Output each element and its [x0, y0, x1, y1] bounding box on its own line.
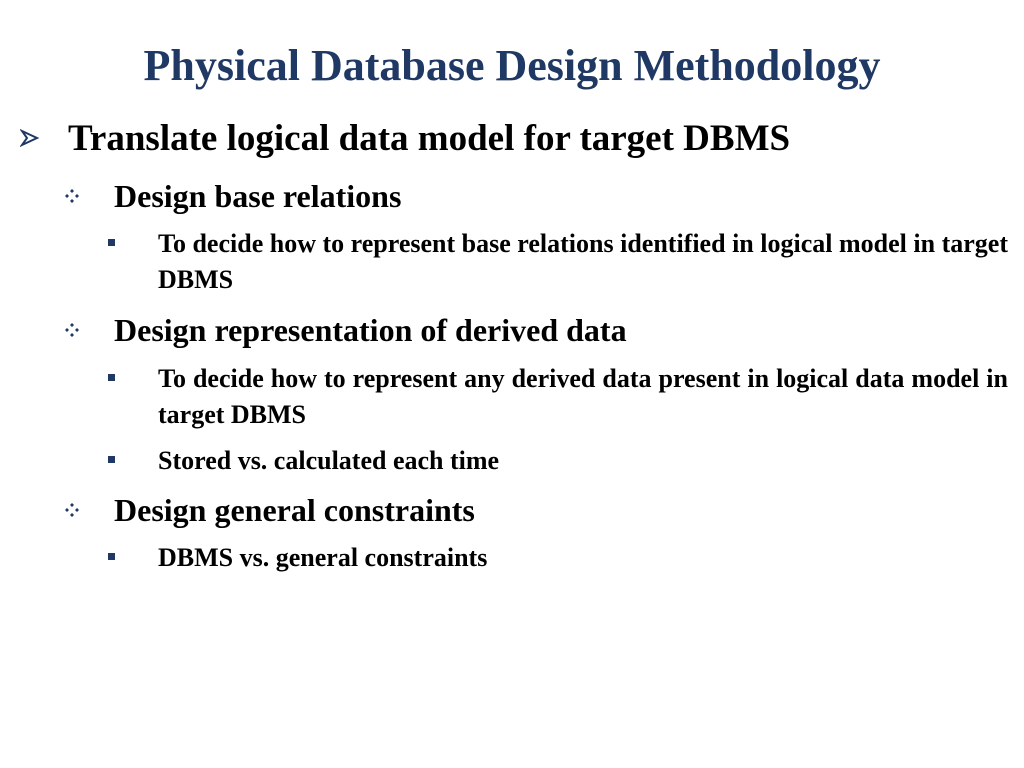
slide-title: Physical Database Design Methodology — [143, 41, 881, 90]
section-heading-text: Design representation of derived data — [114, 312, 627, 348]
sub-bullet-text: To decide how to represent any derived data present in logical data model in target DBMS — [158, 364, 1008, 429]
sub-bullet-text: To decide how to represent base relations identified in logical model in target DBMS — [158, 229, 1008, 294]
sub-bullet — [108, 443, 1008, 479]
section-heading-text: Design base relations — [114, 178, 402, 214]
sub-bullet — [108, 540, 1008, 576]
section-heading-text: Design general constraints — [114, 492, 475, 528]
sub-bullet — [108, 361, 1008, 433]
diamond-bullet-icon — [64, 322, 80, 338]
sub-bullet — [108, 226, 1008, 298]
square-bullet-icon — [108, 456, 115, 463]
diamond-bullet-icon — [64, 502, 80, 518]
arrowhead-bullet-icon — [20, 128, 40, 148]
main-bullet — [20, 114, 1010, 164]
sub-bullet-text: DBMS vs. general constraints — [158, 543, 488, 572]
square-bullet-icon — [108, 553, 115, 560]
square-bullet-icon — [108, 239, 115, 246]
main-bullet-text: Translate logical data model for target DBMS — [68, 118, 791, 159]
square-bullet-icon — [108, 374, 115, 381]
section-heading-general-constraints — [64, 490, 1004, 530]
section-heading-base-relations — [64, 176, 1004, 216]
diamond-bullet-icon — [64, 188, 80, 204]
sub-bullet-text: Stored vs. calculated each time — [158, 446, 500, 475]
section-heading-derived-data — [64, 310, 1004, 350]
